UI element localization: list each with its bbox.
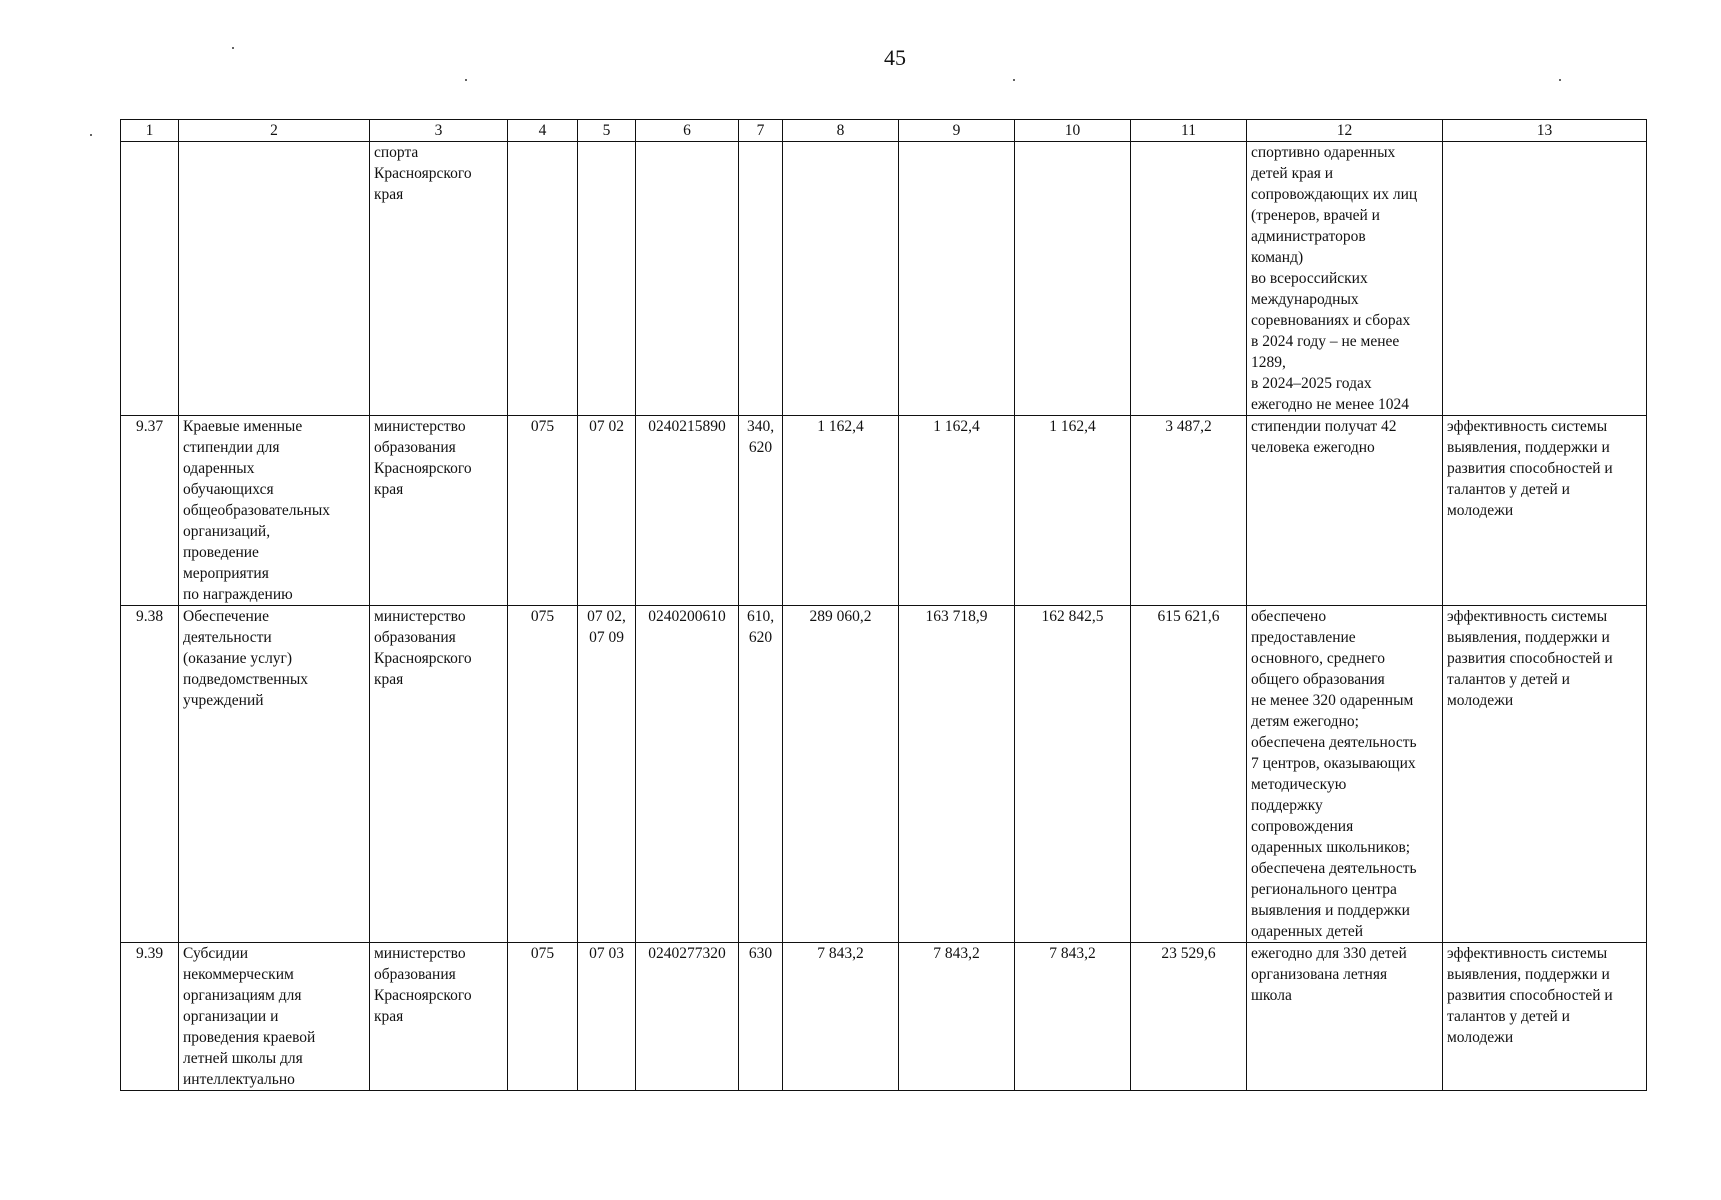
table-row: [121, 943, 1647, 1091]
indicator-cell: эффективность системы выявления, поддержки и развития способностей и талантов у детей и молодежи: [1443, 943, 1647, 1091]
executor-cell: спорта Красноярского края: [370, 142, 508, 416]
column-header: 10: [1015, 120, 1131, 142]
amount-year-2-cell: 163 718,9: [899, 606, 1015, 943]
grbs-code-cell: 075: [508, 416, 578, 606]
column-header: 7: [739, 120, 783, 142]
amount-total-cell: 615 621,6: [1131, 606, 1247, 943]
expected-result-cell: обеспечено предоставление основного, среднего общего образования не менее 320 одаренным детям ежегодно; обеспечена деятельность 7 центров, оказывающих методическую поддержку сопровождения одаренных школьников; обеспечена деятельность регионального центра выявления и поддержки одаренных детей: [1247, 606, 1443, 943]
target-article-cell: 0240215890: [636, 416, 739, 606]
section-code-cell: 07 02: [578, 416, 636, 606]
column-header: 8: [783, 120, 899, 142]
row-number-cell: [121, 142, 179, 416]
grbs-code-cell: 075: [508, 606, 578, 943]
scan-speck: [232, 47, 234, 49]
amount-year-2-cell: 7 843,2: [899, 943, 1015, 1091]
amount-year-1-cell: [783, 142, 899, 416]
amount-year-3-cell: [1015, 142, 1131, 416]
amount-year-2-cell: 1 162,4: [899, 416, 1015, 606]
indicator-cell: [1443, 142, 1647, 416]
indicator-cell: эффективность системы выявления, поддержки и развития способностей и талантов у детей и молодежи: [1443, 606, 1647, 943]
section-code-cell: 07 03: [578, 943, 636, 1091]
scan-speck: [90, 134, 92, 136]
expense-type-cell: [739, 142, 783, 416]
indicator-cell: эффективность системы выявления, поддержки и развития способностей и талантов у детей и молодежи: [1443, 416, 1647, 606]
amount-year-2-cell: [899, 142, 1015, 416]
row-number-cell: 9.39: [121, 943, 179, 1091]
measure-name-cell: [179, 142, 370, 416]
target-article-cell: [636, 142, 739, 416]
column-header: 11: [1131, 120, 1247, 142]
amount-total-cell: [1131, 142, 1247, 416]
header-row: [121, 120, 1647, 142]
amount-year-1-cell: 1 162,4: [783, 416, 899, 606]
expected-result-cell: ежегодно для 330 детей организована летняя школа: [1247, 943, 1443, 1091]
expense-type-cell: 630: [739, 943, 783, 1091]
budget-measures-table: [120, 119, 1647, 1091]
scan-speck: [1559, 79, 1561, 81]
column-header: 1: [121, 120, 179, 142]
grbs-code-cell: 075: [508, 943, 578, 1091]
table-row: [121, 142, 1647, 416]
measure-name-cell: Субсидии некоммерческим организациям для организации и проведения краевой летней школы для интеллектуально: [179, 943, 370, 1091]
amount-year-1-cell: 289 060,2: [783, 606, 899, 943]
amount-year-3-cell: 7 843,2: [1015, 943, 1131, 1091]
expense-type-cell: 340, 620: [739, 416, 783, 606]
executor-cell: министерство образования Красноярского края: [370, 416, 508, 606]
row-number-cell: 9.37: [121, 416, 179, 606]
amount-year-3-cell: 162 842,5: [1015, 606, 1131, 943]
column-header: 13: [1443, 120, 1647, 142]
column-header: 2: [179, 120, 370, 142]
amount-year-3-cell: 1 162,4: [1015, 416, 1131, 606]
scan-speck: [465, 79, 467, 81]
amount-year-1-cell: 7 843,2: [783, 943, 899, 1091]
column-header: 3: [370, 120, 508, 142]
executor-cell: министерство образования Красноярского края: [370, 606, 508, 943]
amount-total-cell: 3 487,2: [1131, 416, 1247, 606]
table-row: [121, 416, 1647, 606]
section-code-cell: [578, 142, 636, 416]
page-number: 45: [884, 45, 906, 70]
expense-type-cell: 610, 620: [739, 606, 783, 943]
row-number-cell: 9.38: [121, 606, 179, 943]
target-article-cell: 0240200610: [636, 606, 739, 943]
executor-cell: министерство образования Красноярского края: [370, 943, 508, 1091]
measure-name-cell: Обеспечение деятельности (оказание услуг) подведомственных учреждений: [179, 606, 370, 943]
section-code-cell: 07 02, 07 09: [578, 606, 636, 943]
target-article-cell: 0240277320: [636, 943, 739, 1091]
measure-name-cell: Краевые именные стипендии для одаренных обучающихся общеобразовательных организаций, проведение мероприятия по награждению: [179, 416, 370, 606]
column-header: 12: [1247, 120, 1443, 142]
expected-result-cell: спортивно одаренных детей края и сопровождающих их лиц (тренеров, врачей и администраторов команд) во всероссийских международных соревнованиях и сборах в 2024 году – не менее 1289, в 2024–2025 годах ежегодно не менее 1024: [1247, 142, 1443, 416]
expected-result-cell: стипендии получат 42 человека ежегодно: [1247, 416, 1443, 606]
column-header: 9: [899, 120, 1015, 142]
table-row: [121, 606, 1647, 943]
grbs-code-cell: [508, 142, 578, 416]
amount-total-cell: 23 529,6: [1131, 943, 1247, 1091]
scan-speck: [1013, 79, 1015, 81]
column-header: 5: [578, 120, 636, 142]
column-header: 6: [636, 120, 739, 142]
column-header: 4: [508, 120, 578, 142]
